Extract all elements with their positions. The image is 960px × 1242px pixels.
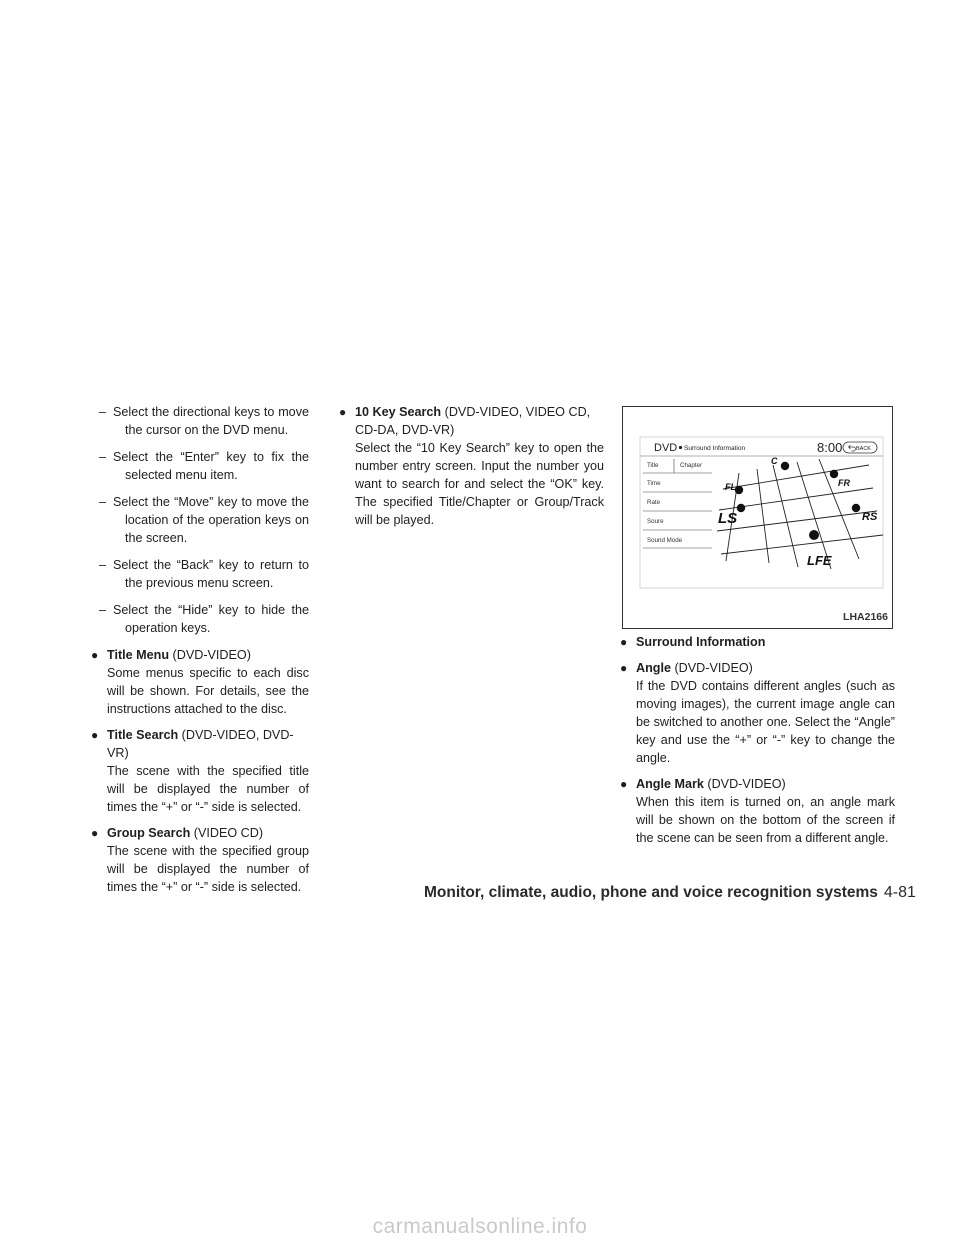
feature-angle-mark: ● Angle Mark (DVD-VIDEO) When this item is turned on, an angle mark will be shown on the bottom of the screen if the scene can be seen from a different angle. — [620, 777, 895, 845]
speaker-fl-dot — [735, 486, 743, 494]
speaker-c-dot — [781, 462, 789, 470]
source-label: DVD — [654, 442, 678, 454]
speaker-label-lfe: LFE — [807, 553, 832, 568]
bullet-icon: ● — [339, 405, 347, 419]
feature-angle: ● Angle (DVD-VIDEO) If the DVD contains different angles (such as moving images), the current image angle can be switched to another one. Select the “Angle” key and use the “+” or “-” key to change the angle. — [620, 661, 895, 765]
back-arrow-icon — [849, 445, 856, 451]
feature-group-search: ● Group Search (VIDEO CD) The scene with the specified group will be displayed the number of times the “+” or “-” side is selected. — [91, 826, 309, 894]
side-menu — [643, 459, 712, 548]
page-footer — [424, 884, 916, 902]
speaker-lfe-dot — [809, 530, 819, 540]
watermark: carmanualsonline.info — [372, 1215, 588, 1238]
figure-code: LHA2166 — [843, 611, 888, 623]
step-item: – Select the “Back” key to return to the previous menu screen. — [99, 558, 309, 590]
step-item: – Select the directional keys to move the cursor on the DVD menu. — [99, 405, 309, 437]
speaker-rs-dot — [852, 504, 860, 512]
bullet-icon: ● — [91, 728, 99, 742]
bullet-icon: ● — [91, 648, 99, 662]
menu-rate[interactable]: Rate — [647, 499, 661, 506]
speaker-grid — [717, 459, 883, 569]
page-number: 4-81 — [883, 884, 916, 901]
speaker-label-fl: FL — [725, 482, 736, 492]
feature-title-menu: ● Title Menu (DVD-VIDEO) Some menus specific to each disc will be shown. For details, see the instructions attached to the disc. — [91, 648, 309, 716]
column-middle — [339, 403, 604, 537]
speaker-label-c: C — [771, 456, 778, 466]
surround-info-figure — [622, 406, 893, 629]
bullet-icon: ● — [91, 826, 99, 840]
menu-sound-mode[interactable]: Sound Mode — [647, 537, 683, 544]
speaker-ls-dot — [737, 504, 745, 512]
speaker-label-fr: FR — [838, 478, 850, 488]
speaker-label-ls: LS — [718, 510, 738, 527]
speaker-points — [735, 462, 860, 540]
menu-source[interactable]: Soure — [647, 518, 664, 525]
menu-time[interactable]: Time — [647, 480, 661, 487]
screen-title: Surround Information — [684, 445, 746, 452]
bullet-icon: ● — [620, 635, 628, 649]
menu-chapter[interactable]: Chapter — [680, 462, 703, 469]
surround-screen-illustration — [623, 407, 892, 628]
menu-title[interactable]: Title — [647, 462, 659, 469]
separator-dot-icon — [679, 446, 682, 449]
column-left — [91, 403, 309, 904]
step-item: – Select the “Enter” key to fix the selected menu item. — [99, 450, 309, 482]
step-item: – Select the “Hide” key to hide the operation keys. — [99, 603, 309, 635]
bullet-icon: ● — [620, 777, 628, 791]
feature-10-key-search: ● 10 Key Search (DVD-VIDEO, VIDEO CD, CD-DA, DVD-VR) Select the “10 Key Search” key to open the number entry screen. Input the number you want to search for and select the “OK” key. The specified Title/Chapter or Group/Track will be played. — [339, 405, 604, 527]
feature-title-search: ● Title Search (DVD-VIDEO, DVD-VR) The scene with the specified title will be displayed the number of times the “+” or “-” side is selected. — [91, 728, 309, 814]
screen-area — [640, 437, 883, 588]
bullet-icon: ● — [620, 661, 628, 675]
step-item: – Select the “Move” key to move the location of the operation keys on the screen. — [99, 495, 309, 545]
clock: 8:00 — [817, 440, 843, 455]
column-right — [620, 633, 895, 855]
speaker-label-rs: RS — [862, 511, 878, 523]
section-title: Monitor, climate, audio, phone and voice recognition systems — [424, 884, 878, 901]
feature-surround-information: ● Surround Information — [620, 635, 766, 649]
back-label: BACK — [856, 446, 871, 453]
speaker-fr-dot — [830, 470, 838, 478]
